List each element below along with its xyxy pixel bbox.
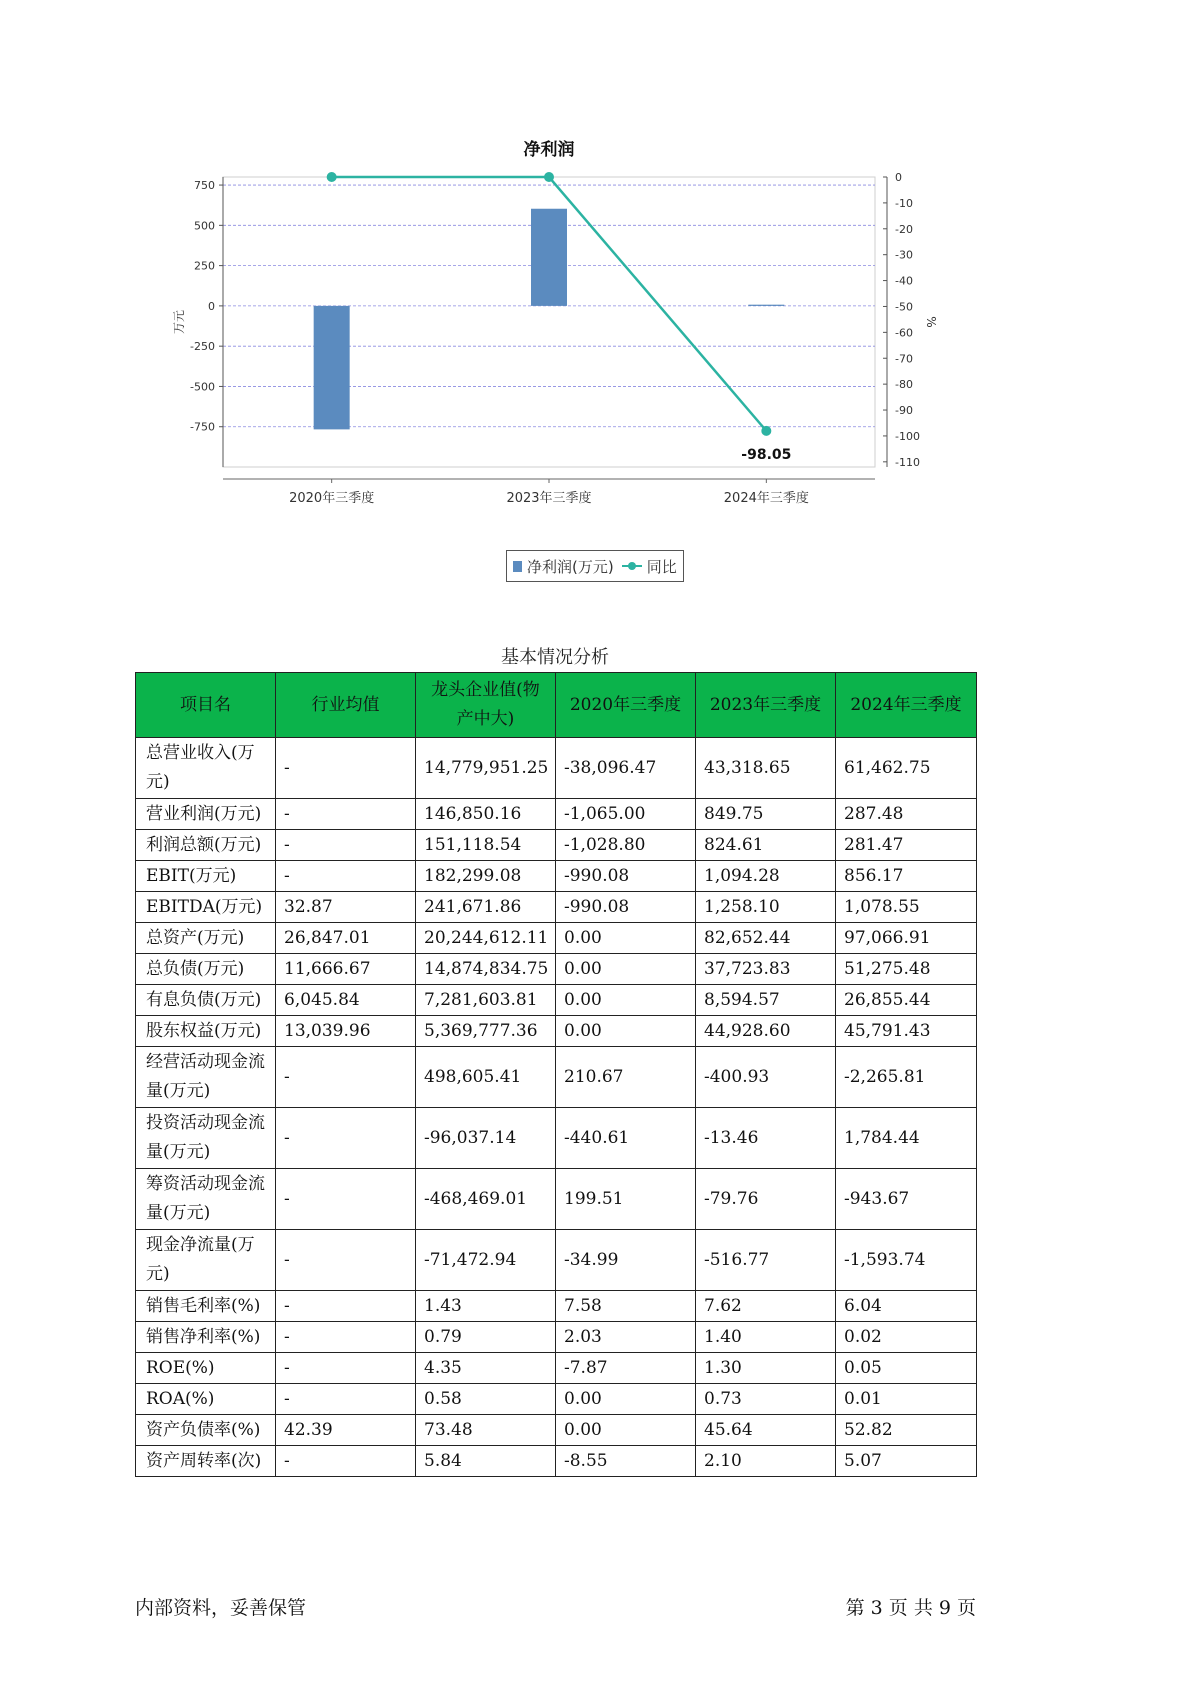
value-cell: 42.39 bbox=[276, 1415, 416, 1446]
table-row bbox=[136, 892, 977, 923]
column-header: 项目名 bbox=[136, 673, 276, 738]
y-right-tick-label: -20 bbox=[895, 222, 913, 236]
footer-confidential-note: 内部资料，妥善保管 bbox=[135, 1597, 307, 1619]
value-cell: 498,605.41 bbox=[416, 1047, 556, 1108]
value-cell: 0.00 bbox=[556, 954, 696, 985]
value-cell: 146,850.16 bbox=[416, 799, 556, 830]
value-cell: 0.00 bbox=[556, 1384, 696, 1415]
table-caption: 基本情况分析 bbox=[501, 647, 609, 668]
row-label-cell: 资产负债率(%) bbox=[136, 1415, 276, 1446]
chart-svg bbox=[172, 135, 1015, 600]
y-right-tick-label: -40 bbox=[895, 274, 913, 288]
yoy-point bbox=[544, 172, 554, 182]
value-cell: 82,652.44 bbox=[696, 923, 836, 954]
net-profit-chart bbox=[172, 135, 1015, 600]
table-row bbox=[136, 923, 977, 954]
value-cell: 5.84 bbox=[416, 1446, 556, 1477]
value-cell: - bbox=[276, 1047, 416, 1108]
value-cell: 97,066.91 bbox=[836, 923, 977, 954]
value-cell: 45.64 bbox=[696, 1415, 836, 1446]
net-profit-bar bbox=[314, 306, 350, 429]
value-cell: 14,874,834.75 bbox=[416, 954, 556, 985]
net-profit-bar bbox=[531, 209, 567, 306]
value-cell: -1,028.80 bbox=[556, 830, 696, 861]
value-cell: -1,065.00 bbox=[556, 799, 696, 830]
row-label-cell: 总资产(万元) bbox=[136, 923, 276, 954]
value-cell: 4.35 bbox=[416, 1353, 556, 1384]
value-cell: 32.87 bbox=[276, 892, 416, 923]
value-cell: 5.07 bbox=[836, 1446, 977, 1477]
value-cell: 7.58 bbox=[556, 1291, 696, 1322]
table-row bbox=[136, 1169, 977, 1230]
table-row bbox=[136, 1415, 977, 1446]
value-cell: 43,318.65 bbox=[696, 738, 836, 799]
row-label-cell: EBIT(万元) bbox=[136, 861, 276, 892]
y-right-tick-label: -80 bbox=[895, 378, 913, 392]
y-right-tick-label: 0 bbox=[895, 171, 902, 184]
net-profit-bar bbox=[748, 305, 784, 306]
row-label-cell: 销售毛利率(%) bbox=[136, 1291, 276, 1322]
value-cell: 26,847.01 bbox=[276, 923, 416, 954]
y-right-tick-label: -110 bbox=[895, 455, 920, 469]
value-cell: -71,472.94 bbox=[416, 1230, 556, 1291]
legend-label-yoy: 同比 bbox=[646, 557, 677, 576]
value-cell: -96,037.14 bbox=[416, 1108, 556, 1169]
basic-analysis-table bbox=[135, 672, 977, 1477]
value-cell: - bbox=[276, 1446, 416, 1477]
row-label-cell: 有息负债(万元) bbox=[136, 985, 276, 1016]
table-header-row bbox=[136, 673, 977, 738]
value-cell: 5,369,777.36 bbox=[416, 1016, 556, 1047]
value-cell: - bbox=[276, 799, 416, 830]
value-cell: 1,078.55 bbox=[836, 892, 977, 923]
row-label-cell: 总营业收入(万元) bbox=[136, 738, 276, 799]
value-cell: 1,784.44 bbox=[836, 1108, 977, 1169]
value-cell: 44,928.60 bbox=[696, 1016, 836, 1047]
row-label-cell: ROA(%) bbox=[136, 1384, 276, 1415]
row-label-cell: 投资活动现金流量(万元) bbox=[136, 1108, 276, 1169]
value-cell: -1,593.74 bbox=[836, 1230, 977, 1291]
value-cell: 7.62 bbox=[696, 1291, 836, 1322]
value-cell: 20,244,612.11 bbox=[416, 923, 556, 954]
value-cell: 0.00 bbox=[556, 985, 696, 1016]
table-row bbox=[136, 1353, 977, 1384]
y-right-tick-label: -30 bbox=[895, 248, 913, 262]
value-cell: -990.08 bbox=[556, 892, 696, 923]
legend-item-yoy bbox=[622, 556, 677, 577]
value-cell: 11,666.67 bbox=[276, 954, 416, 985]
table-row bbox=[136, 1446, 977, 1477]
value-cell: 1.43 bbox=[416, 1291, 556, 1322]
value-cell: 37,723.83 bbox=[696, 954, 836, 985]
value-cell: - bbox=[276, 861, 416, 892]
x-category-label: 2023年三季度 bbox=[506, 491, 592, 506]
y-right-axis-title: % bbox=[924, 316, 938, 328]
table-row bbox=[136, 830, 977, 861]
legend-bar-swatch-icon bbox=[513, 561, 522, 572]
value-cell: 0.02 bbox=[836, 1322, 977, 1353]
legend-item-net-profit bbox=[513, 556, 614, 577]
value-cell: 51,275.48 bbox=[836, 954, 977, 985]
yoy-point bbox=[327, 172, 337, 182]
row-label-cell: 现金净流量(万元) bbox=[136, 1230, 276, 1291]
y-right-tick-label: -100 bbox=[895, 429, 920, 443]
table-body bbox=[136, 738, 977, 1477]
value-cell: 14,779,951.25 bbox=[416, 738, 556, 799]
y-left-tick-label: -500 bbox=[190, 380, 215, 394]
table-row bbox=[136, 1108, 977, 1169]
column-header: 2023年三季度 bbox=[696, 673, 836, 738]
value-cell: - bbox=[276, 1322, 416, 1353]
row-label-cell: 销售净利率(%) bbox=[136, 1322, 276, 1353]
value-cell: 45,791.43 bbox=[836, 1016, 977, 1047]
value-cell: -516.77 bbox=[696, 1230, 836, 1291]
y-right-tick-label: -50 bbox=[895, 300, 913, 314]
value-cell: 0.01 bbox=[836, 1384, 977, 1415]
value-cell: -943.67 bbox=[836, 1169, 977, 1230]
value-cell: 0.73 bbox=[696, 1384, 836, 1415]
y-left-tick-label: 250 bbox=[194, 259, 215, 273]
value-cell: 73.48 bbox=[416, 1415, 556, 1446]
table-row bbox=[136, 1291, 977, 1322]
value-cell: - bbox=[276, 1291, 416, 1322]
value-cell: -38,096.47 bbox=[556, 738, 696, 799]
chart-title: 净利润 bbox=[523, 140, 575, 160]
row-label-cell: EBITDA(万元) bbox=[136, 892, 276, 923]
value-cell: 1,094.28 bbox=[696, 861, 836, 892]
value-cell: 287.48 bbox=[836, 799, 977, 830]
value-cell: - bbox=[276, 1384, 416, 1415]
table-row bbox=[136, 738, 977, 799]
value-cell: -13.46 bbox=[696, 1108, 836, 1169]
y-left-tick-label: 500 bbox=[194, 219, 215, 233]
y-left-tick-label: 0 bbox=[208, 299, 215, 313]
value-cell: 1,258.10 bbox=[696, 892, 836, 923]
value-cell: 849.75 bbox=[696, 799, 836, 830]
value-cell: 6.04 bbox=[836, 1291, 977, 1322]
table-row bbox=[136, 861, 977, 892]
value-cell: 0.05 bbox=[836, 1353, 977, 1384]
value-cell: 52.82 bbox=[836, 1415, 977, 1446]
y-left-axis-title: 万元 bbox=[172, 309, 186, 335]
value-cell: -7.87 bbox=[556, 1353, 696, 1384]
value-cell: -2,265.81 bbox=[836, 1047, 977, 1108]
table-row bbox=[136, 1322, 977, 1353]
value-cell: 13,039.96 bbox=[276, 1016, 416, 1047]
value-cell: 856.17 bbox=[836, 861, 977, 892]
value-cell: - bbox=[276, 738, 416, 799]
table-row bbox=[136, 1016, 977, 1047]
table-row bbox=[136, 1384, 977, 1415]
row-label-cell: 股东权益(万元) bbox=[136, 1016, 276, 1047]
y-right-tick-label: -70 bbox=[895, 352, 913, 366]
y-left-tick-label: -750 bbox=[190, 420, 215, 434]
column-header: 行业均值 bbox=[276, 673, 416, 738]
row-label-cell: ROE(%) bbox=[136, 1353, 276, 1384]
y-right-tick-label: -60 bbox=[895, 326, 913, 340]
value-cell: -990.08 bbox=[556, 861, 696, 892]
value-cell: 0.00 bbox=[556, 923, 696, 954]
table-row bbox=[136, 954, 977, 985]
row-label-cell: 资产周转率(次) bbox=[136, 1446, 276, 1477]
value-cell: 0.00 bbox=[556, 1016, 696, 1047]
y-right-tick-label: -90 bbox=[895, 404, 913, 418]
legend-label-net-profit: 净利润(万元) bbox=[527, 557, 614, 576]
value-cell: -8.55 bbox=[556, 1446, 696, 1477]
value-cell: 0.58 bbox=[416, 1384, 556, 1415]
column-header: 2024年三季度 bbox=[836, 673, 977, 738]
row-label-cell: 筹资活动现金流量(万元) bbox=[136, 1169, 276, 1230]
legend-line-swatch-icon bbox=[622, 561, 642, 571]
value-cell: 824.61 bbox=[696, 830, 836, 861]
value-cell: 1.40 bbox=[696, 1322, 836, 1353]
y-right-tick-label: -10 bbox=[895, 196, 913, 210]
value-cell: 281.47 bbox=[836, 830, 977, 861]
value-cell: 7,281,603.81 bbox=[416, 985, 556, 1016]
column-header: 龙头企业值(物产中大) bbox=[416, 673, 556, 738]
row-label-cell: 经营活动现金流量(万元) bbox=[136, 1047, 276, 1108]
column-header: 2020年三季度 bbox=[556, 673, 696, 738]
value-cell: 0.79 bbox=[416, 1322, 556, 1353]
row-label-cell: 总负债(万元) bbox=[136, 954, 276, 985]
chart-legend bbox=[506, 550, 684, 582]
y-left-tick-label: -250 bbox=[190, 340, 215, 354]
value-cell: 6,045.84 bbox=[276, 985, 416, 1016]
x-category-label: 2024年三季度 bbox=[723, 491, 809, 506]
value-cell: 241,671.86 bbox=[416, 892, 556, 923]
value-cell: - bbox=[276, 830, 416, 861]
value-cell: -468,469.01 bbox=[416, 1169, 556, 1230]
value-cell: 8,594.57 bbox=[696, 985, 836, 1016]
value-cell: 2.10 bbox=[696, 1446, 836, 1477]
value-cell: 26,855.44 bbox=[836, 985, 977, 1016]
value-cell: - bbox=[276, 1230, 416, 1291]
row-label-cell: 营业利润(万元) bbox=[136, 799, 276, 830]
data-label: -98.05 bbox=[741, 446, 792, 463]
yoy-point bbox=[761, 426, 771, 436]
value-cell: -440.61 bbox=[556, 1108, 696, 1169]
value-cell: 199.51 bbox=[556, 1169, 696, 1230]
value-cell: 210.67 bbox=[556, 1047, 696, 1108]
value-cell: 151,118.54 bbox=[416, 830, 556, 861]
x-category-label: 2020年三季度 bbox=[289, 491, 375, 506]
table-row bbox=[136, 985, 977, 1016]
value-cell: - bbox=[276, 1353, 416, 1384]
value-cell: -34.99 bbox=[556, 1230, 696, 1291]
value-cell: - bbox=[276, 1108, 416, 1169]
value-cell: 1.30 bbox=[696, 1353, 836, 1384]
value-cell: -400.93 bbox=[696, 1047, 836, 1108]
footer-page-number: 第 3 页 共 9 页 bbox=[845, 1597, 976, 1619]
value-cell: 2.03 bbox=[556, 1322, 696, 1353]
value-cell: 61,462.75 bbox=[836, 738, 977, 799]
row-label-cell: 利润总额(万元) bbox=[136, 830, 276, 861]
table-row bbox=[136, 1047, 977, 1108]
value-cell: 0.00 bbox=[556, 1415, 696, 1446]
value-cell: 182,299.08 bbox=[416, 861, 556, 892]
value-cell: - bbox=[276, 1169, 416, 1230]
table-row bbox=[136, 1230, 977, 1291]
y-left-tick-label: 750 bbox=[194, 179, 215, 193]
table-row bbox=[136, 799, 977, 830]
value-cell: -79.76 bbox=[696, 1169, 836, 1230]
